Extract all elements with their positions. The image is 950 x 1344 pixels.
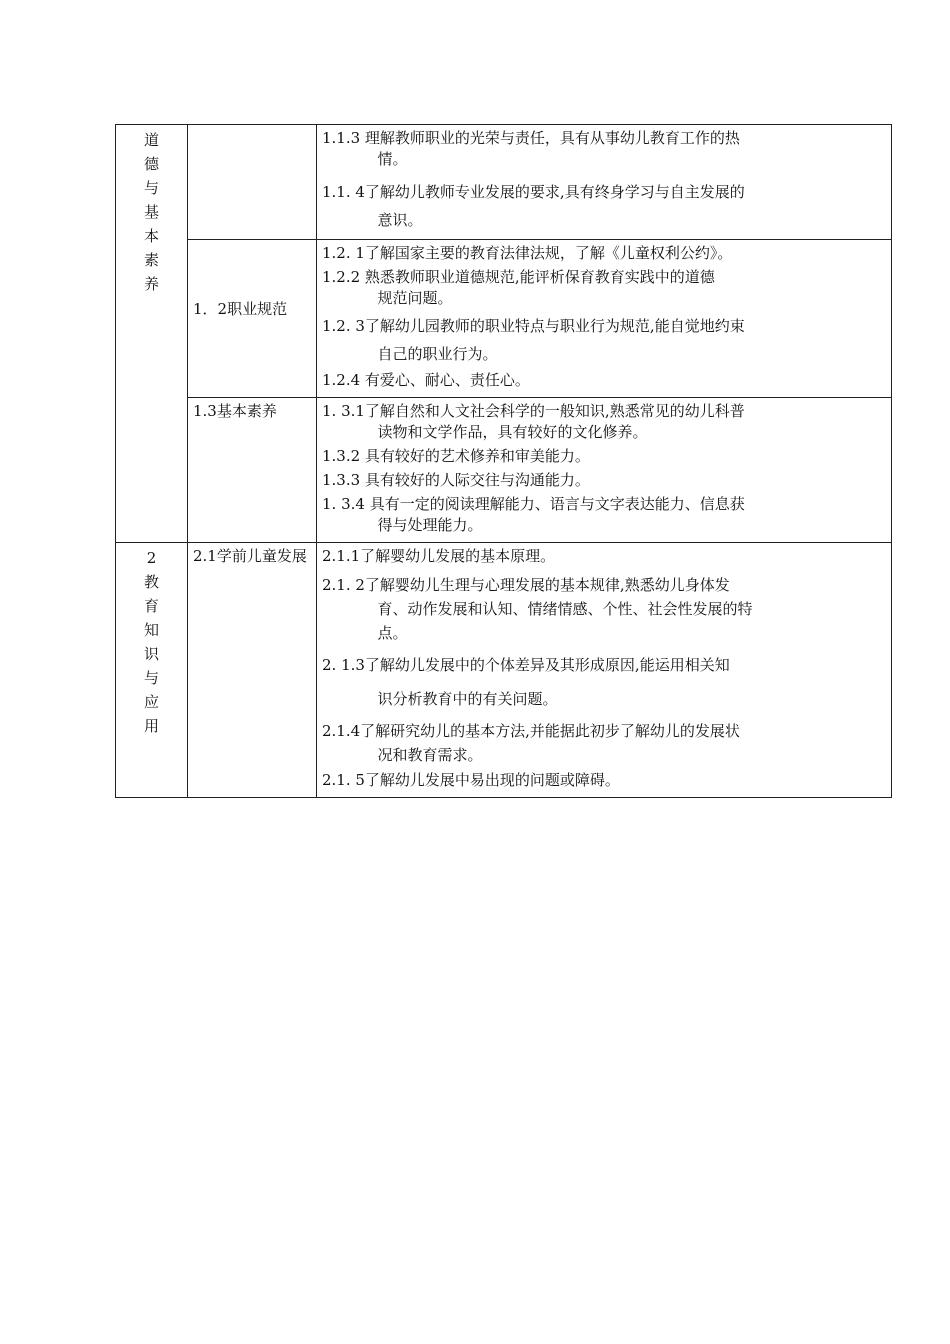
section-2-title: 2教育知识与应用 <box>143 549 159 735</box>
subsection-cell-1-3 <box>188 398 317 543</box>
item-text: 2. 1.3了解幼儿发展中的个体差异及其形成原因,能运用相关知 <box>322 656 730 674</box>
list-item <box>322 267 886 309</box>
item-text-cont: 点。 <box>377 624 408 642</box>
item-text: 1.1. 4了解幼儿教师专业发展的要求,具有终身学习与自主发展的 <box>322 183 745 201</box>
list-item <box>322 573 886 645</box>
section-1-title: 道德与基本素养 <box>143 131 159 293</box>
item-text-cont: 读物和文学作品，具有较好的文化修养。 <box>377 423 648 441</box>
item-text: 1.3.3 具有较好的人际交往与沟通能力。 <box>322 471 590 489</box>
list-item <box>322 401 886 443</box>
section-cell-2 <box>116 543 188 798</box>
list-item <box>322 178 886 234</box>
item-text: 1.1.3 理解教师职业的光荣与责任，具有从事幼儿教育工作的热 <box>322 129 740 147</box>
subsection-label: 1.3基本素养 <box>193 402 277 420</box>
subsection-label: 2.1学前儿童发展 <box>193 547 307 565</box>
list-item <box>322 128 886 170</box>
subsection-cell-empty <box>188 125 317 240</box>
item-text-cont: 识分析教育中的有关问题。 <box>377 690 558 708</box>
list-item <box>322 770 886 791</box>
item-text-cont: 规范问题。 <box>377 289 453 307</box>
item-text-cont: 意识。 <box>377 211 423 229</box>
list-item <box>322 494 886 536</box>
items-cell-1-3 <box>317 398 892 543</box>
table-row <box>116 125 892 240</box>
item-text: 1.2. 1了解国家主要的教育法律法规，了解《儿童权利公约》。 <box>322 244 733 262</box>
section-cell-1 <box>116 125 188 543</box>
item-text: 2.1. 5了解幼儿发展中易出现的问题或障碍。 <box>322 771 620 789</box>
item-text: 2.1. 2了解婴幼儿生理与心理发展的基本规律,熟悉幼儿身体发 <box>322 576 730 594</box>
item-text: 2.1.1了解婴幼儿发展的基本原理。 <box>322 547 556 565</box>
item-text: 1. 3.4 具有一定的阅读理解能力、语言与文字表达能力、信息获 <box>322 495 745 513</box>
list-item <box>322 470 886 491</box>
subsection-cell-2-1 <box>188 543 317 798</box>
items-cell-1-2 <box>317 240 892 398</box>
item-text: 1.3.2 具有较好的艺术修养和审美能力。 <box>322 447 590 465</box>
subsection-cell-1-2 <box>188 240 317 398</box>
item-text: 1.2.4 有爱心、耐心、责任心。 <box>322 371 530 389</box>
table-row <box>116 240 892 398</box>
list-item <box>322 312 886 368</box>
subsection-label: 1．2职业规范 <box>193 300 288 318</box>
item-text: 1. 3.1了解自然和人文社会科学的一般知识,熟悉常见的幼儿科普 <box>322 402 745 420</box>
table-row <box>116 543 892 798</box>
item-text: 1.2. 3了解幼儿园教师的职业特点与职业行为规范,能自觉地约束 <box>322 317 745 335</box>
item-text-cont: 育、动作发展和认知、情绪情感、个性、社会性发展的特 <box>377 600 753 618</box>
item-text-cont: 得与处理能力。 <box>377 516 483 534</box>
list-item <box>322 719 886 767</box>
items-cell-2-1 <box>317 543 892 798</box>
list-item <box>322 446 886 467</box>
item-text-cont: 情。 <box>377 150 408 168</box>
items-cell-1-1 <box>317 125 892 240</box>
list-item <box>322 648 886 716</box>
item-text: 1.2.2 熟悉教师职业道德规范,能评析保育教育实践中的道德 <box>322 268 715 286</box>
list-item <box>322 546 886 567</box>
item-text: 2.1.4了解研究幼儿的基本方法,并能据此初步了解幼儿的发展状 <box>322 722 740 740</box>
item-text-cont: 自己的职业行为。 <box>377 345 498 363</box>
list-item <box>322 243 886 264</box>
item-text-cont: 况和教育需求。 <box>377 746 483 764</box>
table-row <box>116 398 892 543</box>
curriculum-outline-table <box>115 124 892 798</box>
list-item <box>322 370 886 391</box>
